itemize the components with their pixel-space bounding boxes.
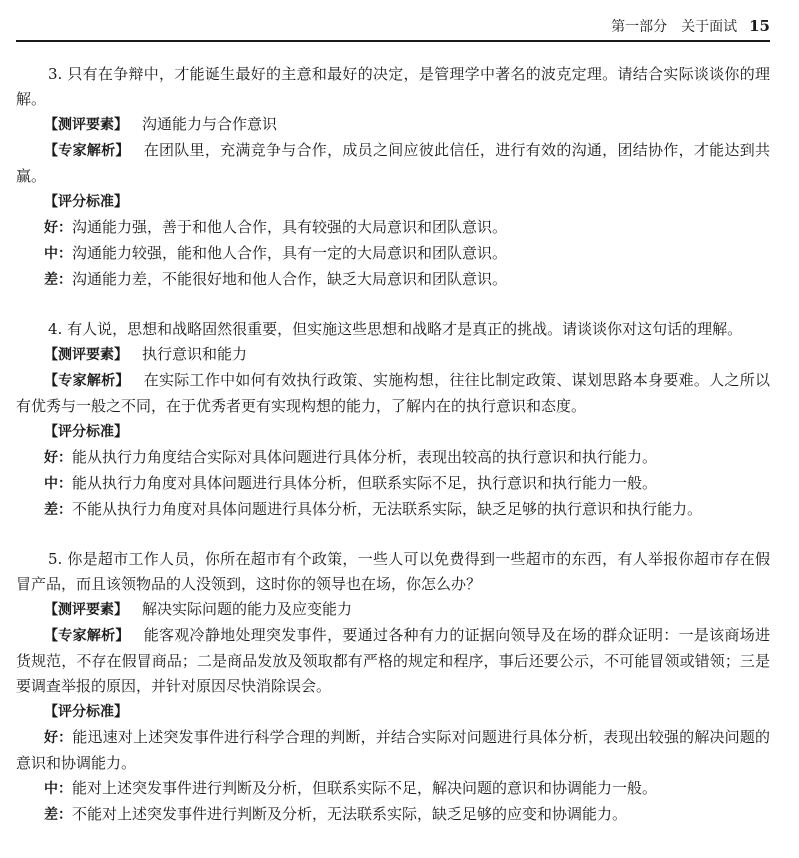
question-text: 3. 只有在争辩中，才能诞生最好的主意和最好的决定，是管理学中著名的波克定理。请结合实际谈谈你的理解。	[16, 65, 770, 108]
question-block-3	[16, 62, 770, 293]
grade-bad-label: 差：	[44, 502, 72, 518]
analysis-row	[16, 368, 770, 419]
criteria-label: 【评分标准】	[44, 194, 128, 210]
grade-good-row	[16, 445, 770, 471]
analysis-text: 在实际工作中如何有效执行政策、实施构想，往往比制定政策、谋划思路本身要难。人之所以有优秀与一般之不同，在于优秀者更有实现构想的能力，了解内在的执行意识和态度。	[16, 371, 770, 415]
page-body	[16, 62, 770, 828]
eval-row	[16, 597, 770, 623]
eval-label: 【测评要素】	[44, 602, 128, 618]
analysis-text: 能客观冷静地处理突发事件，要通过各种有力的证据向领导及在场的群众证明：一是该商场进货规范，不存在假冒商品；二是商品发放及领取都有严格的规定和程序，事后还要公示，不可能冒领或错领；三是要调查举报的原因，并针对原因尽快消除误会。	[16, 626, 770, 695]
eval-row	[16, 342, 770, 368]
grade-bad-label: 差：	[44, 807, 72, 823]
grade-mid-text: 沟通能力较强，能和他人合作，具有一定的大局意识和团队意识。	[72, 244, 508, 262]
grade-bad-row	[16, 497, 770, 523]
grade-bad-label: 差：	[44, 272, 72, 288]
grade-mid-label: 中：	[44, 781, 72, 797]
eval-label: 【测评要素】	[44, 347, 128, 363]
criteria-row	[16, 699, 770, 725]
eval-label: 【测评要素】	[44, 117, 128, 133]
eval-text: 解决实际问题的能力及应变能力	[142, 600, 353, 618]
grade-good-text: 能从执行力角度结合实际对具体问题进行具体分析，表现出较高的执行意识和执行能力。	[72, 448, 658, 466]
analysis-label: 【专家解析】	[44, 373, 130, 389]
grade-mid-label: 中：	[44, 476, 72, 492]
grade-good-label: 好：	[44, 730, 73, 746]
grade-mid-row	[16, 776, 770, 802]
grade-bad-text: 沟通能力差，不能很好地和他人合作，缺乏大局意识和团队意识。	[72, 270, 508, 288]
page-number: 15	[749, 17, 770, 35]
grade-good-text: 沟通能力强，善于和他人合作，具有较强的大局意识和团队意识。	[72, 218, 508, 236]
grade-bad-row	[16, 802, 770, 828]
header-line	[611, 16, 770, 36]
analysis-label: 【专家解析】	[44, 143, 130, 159]
question-block-4	[16, 317, 770, 523]
grade-good-text: 能迅速对上述突发事件进行科学合理的判断，并结合实际对问题进行具体分析，表现出较强的解决问题的意识和协调能力。	[16, 728, 770, 772]
grade-bad-text: 不能对上述突发事件进行判断及分析，无法联系实际，缺乏足够的应变和协调能力。	[72, 805, 628, 823]
analysis-row	[16, 138, 770, 189]
grade-mid-text: 能从执行力角度对具体问题进行具体分析，但联系实际不足，执行意识和执行能力一般。	[72, 474, 658, 492]
grade-mid-text: 能对上述突发事件进行判断及分析，但联系实际不足，解决问题的意识和协调能力一般。	[72, 779, 658, 797]
eval-row	[16, 112, 770, 138]
eval-text: 沟通能力与合作意识	[142, 115, 278, 133]
analysis-label: 【专家解析】	[44, 628, 130, 644]
question-text: 4. 有人说，思想和战略固然很重要，但实施这些思想和战略才是真正的挑战。请谈谈你对这句话的理解。	[48, 320, 743, 338]
grade-bad-row	[16, 267, 770, 293]
analysis-text: 在团队里，充满竞争与合作，成员之间应彼此信任，进行有效的沟通，团结协作，才能达到共赢。	[16, 141, 770, 185]
grade-bad-text: 不能从执行力角度对具体问题进行具体分析，无法联系实际，缺乏足够的执行意识和执行能力。	[72, 500, 703, 518]
section-title: 第一部分 关于面试	[611, 19, 738, 35]
grade-good-row	[16, 725, 770, 776]
criteria-label: 【评分标准】	[44, 424, 128, 440]
grade-good-label: 好：	[44, 450, 72, 466]
grade-mid-row	[16, 471, 770, 497]
eval-text: 执行意识和能力	[142, 345, 248, 363]
question-text: 5. 你是超市工作人员，你所在超市有个政策，一些人可以免费得到一些超市的东西，有人举报你超市存在假冒产品，而且该领物品的人没领到，这时你的领导也在场，你怎么办？	[16, 550, 770, 593]
grade-mid-row	[16, 241, 770, 267]
grade-good-label: 好：	[44, 220, 72, 236]
criteria-label: 【评分标准】	[44, 704, 128, 720]
analysis-row	[16, 623, 770, 699]
criteria-row	[16, 189, 770, 215]
page-header	[16, 14, 770, 42]
grade-good-row	[16, 215, 770, 241]
criteria-row	[16, 419, 770, 445]
grade-mid-label: 中：	[44, 246, 72, 262]
question-block-5	[16, 547, 770, 828]
